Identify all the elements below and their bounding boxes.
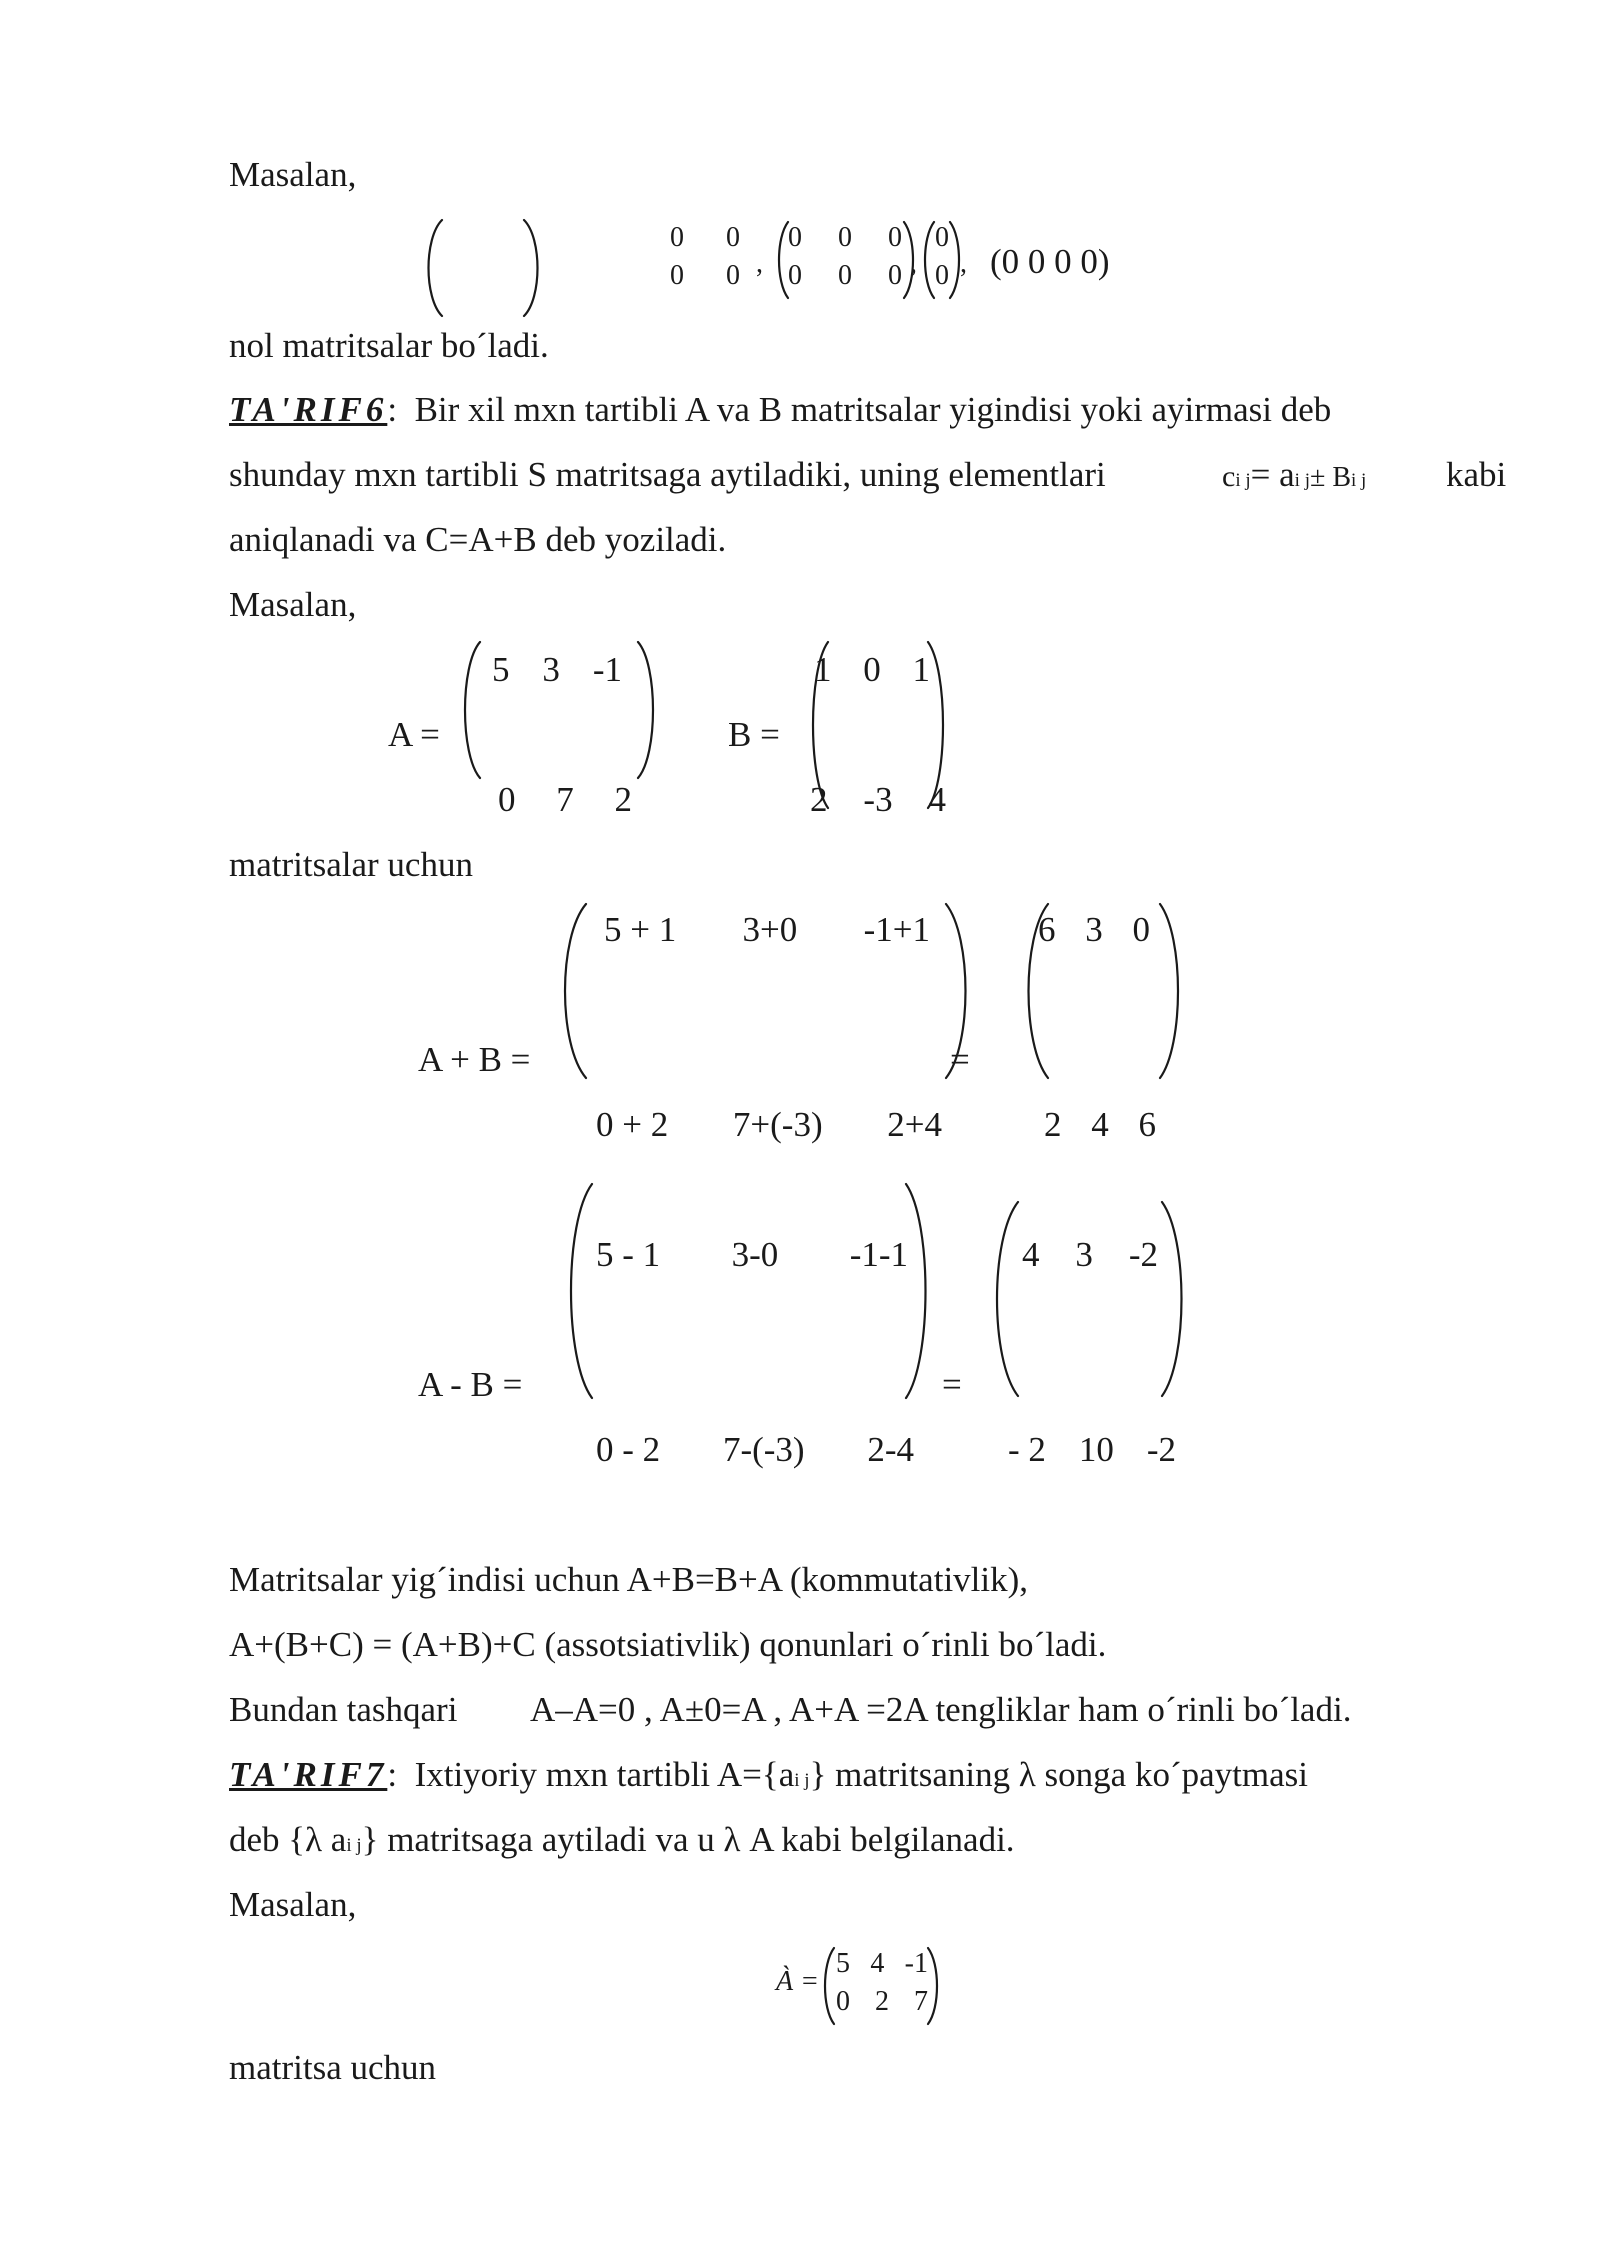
- matrix-a2-label: À =: [776, 1966, 819, 1997]
- empty-left-paren: [424, 218, 444, 318]
- diff-equals: =: [942, 1365, 962, 1404]
- right-paren: [904, 1182, 934, 1400]
- sum-label: A + B =: [418, 1040, 531, 1079]
- matrix-a2: 5 4 -1 0 2 7: [836, 1948, 928, 2017]
- matrix-b-row2: 2 -3 4: [810, 780, 946, 819]
- right-paren: [636, 640, 658, 780]
- matrix-a-label: A =: [388, 715, 440, 754]
- left-paren: [558, 902, 588, 1080]
- sum-row1: 5 + 1 3+0 -1+1: [604, 910, 930, 949]
- matrix-b-label: B =: [728, 715, 780, 754]
- property-associative: A+(B+C) = (A+B)+C (assotsiativlik) qonunlari o´rinli bo´ladi.: [229, 1625, 1107, 1664]
- sum-equals: =: [950, 1040, 970, 1079]
- zero-matrix-2x3: 0 0 0 0 0 0: [788, 222, 902, 291]
- zero-row-vector: (0 0 0 0): [990, 242, 1110, 281]
- left-paren: [564, 1182, 594, 1400]
- masalan-label-2: Masalan,: [229, 585, 357, 624]
- tarif6-line3: aniqlanadi va C=A+B deb yoziladi.: [229, 520, 727, 559]
- diff-row2: 0 - 2 7-(-3) 2-4: [596, 1430, 914, 1469]
- matrix-a-row2: 0 7 2: [498, 780, 632, 819]
- comma: ,: [960, 248, 967, 279]
- kabi-word: kabi: [1446, 455, 1507, 494]
- comma: ,: [910, 248, 917, 279]
- property-extra-a: Bundan tashqari: [229, 1690, 458, 1729]
- masalan-label-1: Masalan,: [229, 155, 357, 194]
- tarif7-label: TA'RIF7: [229, 1755, 388, 1794]
- property-extra-b: A–A=0 , A±0=A , A+A =2A tengliklar ham o´rinli bo´ladi.: [530, 1690, 1352, 1729]
- left-paren: [922, 220, 936, 300]
- right-paren: [1160, 1200, 1190, 1398]
- diff-result-row1: 4 3 -2: [1022, 1235, 1158, 1274]
- diff-result-row2: - 2 10 -2: [1008, 1430, 1176, 1469]
- masalan-label-3: Masalan,: [229, 1885, 357, 1924]
- empty-right-paren: [522, 218, 542, 318]
- left-paren: [460, 640, 482, 780]
- matrix-a-row1: 5 3 -1: [492, 650, 622, 689]
- cij-formula: ci j= ai j± Bi j: [1222, 455, 1367, 494]
- zero-matrix-2x2: 0 0 0 0: [670, 222, 740, 291]
- sum-row2: 0 + 2 7+(-3) 2+4: [596, 1105, 942, 1144]
- tarif6-label: TA'RIF6: [229, 390, 388, 429]
- sum-result-row1: 6 3 0: [1038, 910, 1150, 949]
- right-paren: [926, 1946, 940, 2026]
- right-paren: [1158, 902, 1186, 1080]
- matritsalar-uchun-text: matritsalar uchun: [229, 845, 473, 884]
- zero-matrix-2x1: 0 0: [935, 222, 949, 291]
- tarif6-line2: shunday mxn tartibli S matritsaga aytiladiki, uning elementlari: [229, 455, 1106, 494]
- diff-row1: 5 - 1 3-0 -1-1: [596, 1235, 908, 1274]
- comma: ,: [756, 248, 763, 279]
- left-paren: [822, 1946, 836, 2026]
- nol-matritsalar-text: nol matritsalar bo´ladi.: [229, 326, 549, 365]
- tarif6-line1: TA'RIF6: Bir xil mxn tartibli A va B matritsalar yigindisi yoki ayirmasi deb: [229, 390, 1332, 429]
- left-paren: [990, 1200, 1020, 1398]
- tarif7-line2: deb {λ ai j} matritsaga aytiladi va u λ A kabi belgilanadi.: [229, 1820, 1015, 1859]
- matrix-b-row1: 1 0 1: [814, 650, 930, 689]
- matritsa-uchun-text: matritsa uchun: [229, 2048, 437, 2087]
- diff-label: A - B =: [418, 1365, 523, 1404]
- tarif7-line1: TA'RIF7: Ixtiyoriy mxn tartibli A={ai j} matritsaning λ songa ko´paytmasi: [229, 1755, 1308, 1794]
- property-commutative: Matritsalar yig´indisi uchun A+B=B+A (kommutativlik),: [229, 1560, 1029, 1599]
- sum-result-row2: 2 4 6: [1044, 1105, 1156, 1144]
